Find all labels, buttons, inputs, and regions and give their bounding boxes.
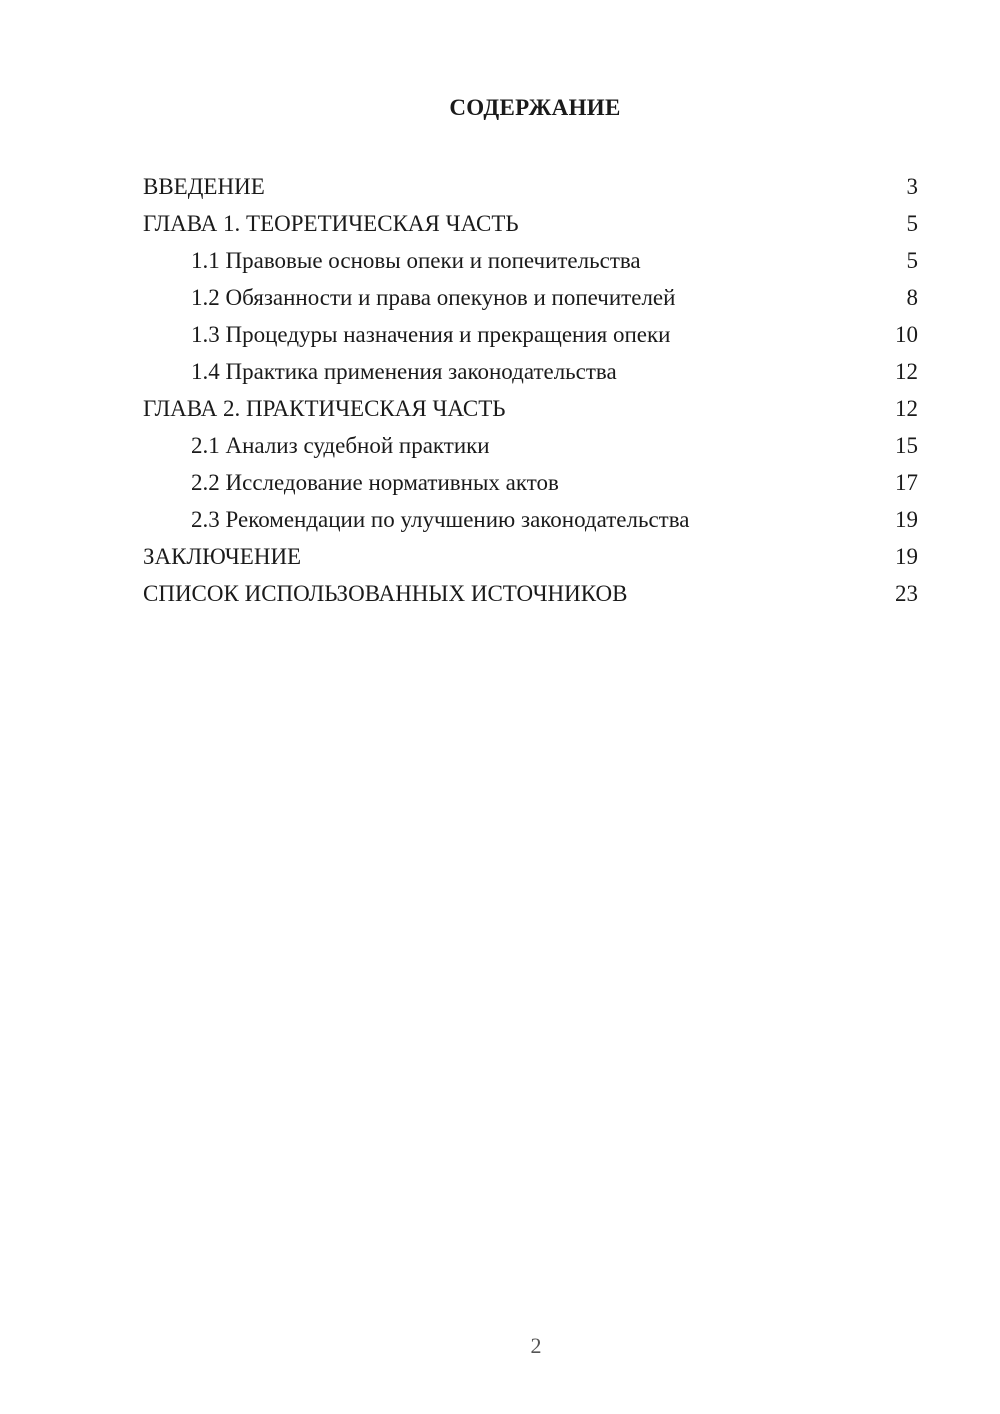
toc-entry-page: 10: [895, 322, 918, 347]
toc-subentry[interactable]: [143, 353, 918, 390]
toc-entry-label: 1.3 Процедуры назначения и прекращения опеки: [191, 322, 671, 347]
toc-entry-page: 12: [895, 359, 918, 384]
toc-entry-page: 19: [895, 544, 918, 569]
toc-entry[interactable]: [143, 390, 918, 427]
table-of-contents: [143, 168, 918, 612]
toc-entry[interactable]: [143, 538, 918, 575]
toc-entry-label: 2.2 Исследование нормативных актов: [191, 470, 559, 495]
toc-entry[interactable]: [143, 205, 918, 242]
toc-entry-label: ГЛАВА 1. ТЕОРЕТИЧЕСКАЯ ЧАСТЬ: [143, 211, 519, 236]
toc-entry-label: СПИСОК ИСПОЛЬЗОВАННЫХ ИСТОЧНИКОВ: [143, 581, 628, 606]
toc-entry-label: 2.3 Рекомендации по улучшению законодательства: [191, 507, 690, 532]
toc-subentry[interactable]: [143, 316, 918, 353]
toc-entry-page: 12: [895, 396, 918, 421]
toc-entry-page: 3: [906, 174, 918, 199]
toc-entry-label: ЗАКЛЮЧЕНИЕ: [143, 544, 302, 569]
toc-entry-label: 1.2 Обязанности и права опекунов и попечителей: [191, 285, 676, 310]
toc-entry-page: 8: [906, 285, 918, 310]
toc-entry-label: 2.1 Анализ судебной практики: [191, 433, 490, 458]
page-number: 2: [530, 1333, 542, 1358]
toc-entry-page: 23: [895, 581, 918, 606]
toc-entry-label: ВВЕДЕНИЕ: [143, 174, 265, 199]
toc-entry[interactable]: [143, 168, 918, 205]
toc-subentry[interactable]: [143, 242, 918, 279]
toc-entry-page: 15: [895, 433, 918, 458]
toc-entry-page: 19: [895, 507, 918, 532]
toc-subentry[interactable]: [143, 464, 918, 501]
toc-subentry[interactable]: [143, 501, 918, 538]
toc-entry-page: 17: [895, 470, 918, 495]
toc-subentry[interactable]: [143, 427, 918, 464]
toc-entry-label: 1.1 Правовые основы опеки и попечительства: [191, 248, 641, 273]
toc-entry[interactable]: [143, 575, 918, 612]
toc-subentry[interactable]: [143, 279, 918, 316]
toc-entry-label: ГЛАВА 2. ПРАКТИЧЕСКАЯ ЧАСТЬ: [143, 396, 506, 421]
toc-entry-label: 1.4 Практика применения законодательства: [191, 359, 617, 384]
page-title: СОДЕРЖАНИЕ: [449, 95, 621, 120]
toc-entry-page: 5: [906, 211, 918, 236]
toc-entry-page: 5: [906, 248, 918, 273]
